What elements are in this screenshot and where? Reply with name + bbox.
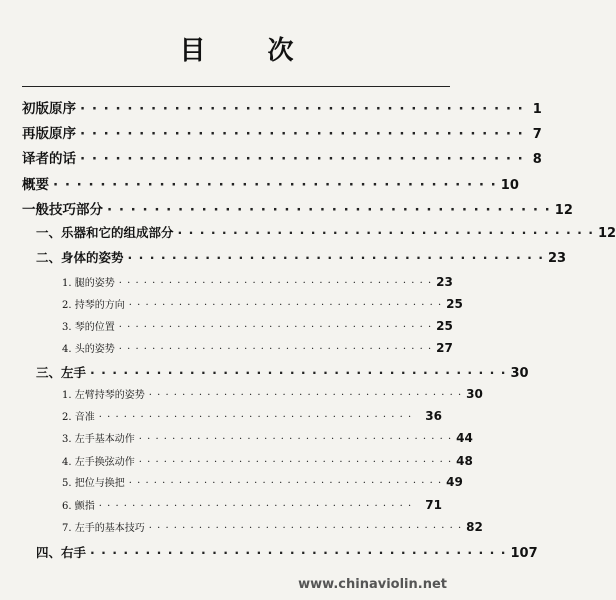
toc-leader-dots: · · · · · · · · · · · · · · · · · · · · · · · · · · · · · · · · · · · · · · — [118, 278, 433, 289]
toc-entry-page: 71 — [425, 498, 442, 512]
toc-entry[interactable] — [62, 274, 453, 289]
toc-entry-page: 10 — [500, 178, 519, 193]
toc-entry-page: 12 — [554, 203, 573, 218]
toc-leader-dots: · · · · · · · · · · · · · · · · · · · · · · · · · · · · · · · · · · · · · · — [80, 101, 524, 117]
toc-entry-page: 82 — [466, 520, 483, 534]
toc-leader-dots: · · · · · · · · · · · · · · · · · · · · · · · · · · · · · · · · · · · · · · — [177, 225, 594, 240]
toc-leader-dots: · · · · · · · · · · · · · · · · · · · · · · · · · · · · · · · · · · · · · · — [118, 344, 433, 355]
toc-entry[interactable] — [22, 97, 542, 117]
toc-leader-dots: · · · · · · · · · · · · · · · · · · · · · · · · · · · · · · · · · · · · · · — [80, 126, 524, 142]
toc-entry-label: 二、身体的姿势 — [36, 250, 124, 265]
toc-entry-page: 1 — [532, 102, 542, 117]
title-char-1: 目 — [179, 36, 206, 66]
toc-entry-page: 25 — [446, 297, 463, 311]
toc-entry-page: 49 — [446, 475, 463, 489]
toc-leader-dots: · · · · · · · · · · · · · · · · · · · · · · · · · · · · · · · · · · · · · · — [80, 151, 524, 167]
toc-entry[interactable] — [62, 386, 483, 401]
watermark-text: www.chinaviolin.net — [298, 577, 447, 592]
toc-entry-label: 2. 音准 — [62, 412, 95, 423]
toc-entry-label: 概要 — [22, 177, 49, 193]
toc-leader-dots: · · · · · · · · · · · · · · · · · · · · · · · · · · · · · · · · · · · · · · — [128, 300, 443, 311]
title-char-2: 次 — [267, 36, 294, 66]
toc-entry-label: 4. 左手换弦动作 — [62, 457, 135, 468]
toc-entry[interactable] — [62, 340, 453, 355]
toc-leader-dots: · · · · · · · · · · · · · · · · · · · · · · · · · · · · · · · · · · · · · · — [90, 365, 507, 380]
toc-entry-page: 25 — [436, 319, 453, 333]
toc-entry[interactable] — [22, 122, 542, 142]
toc-entry-page: 48 — [456, 454, 473, 468]
toc-entry[interactable] — [36, 363, 529, 381]
toc-entry-page: 27 — [436, 341, 453, 355]
toc-entry[interactable] — [62, 318, 453, 333]
toc-entry-label: 一般技巧部分 — [22, 202, 103, 218]
toc-entry[interactable] — [62, 408, 442, 423]
toc-leader-dots: · · · · · · · · · · · · · · · · · · · · · · · · · · · · · · · · · · · · · · — [148, 390, 463, 401]
toc-entry-page: 23 — [436, 275, 453, 289]
toc-entry-label: 四、右手 — [36, 545, 87, 560]
toc-entry[interactable] — [36, 248, 567, 266]
toc-leader-dots: · · · · · · · · · · · · · · · · · · · · · · · · · · · · · · · · · · · · · · — [90, 545, 507, 560]
toc-entry-label: 2. 持琴的方向 — [62, 300, 125, 311]
toc-entry-label: 三、左手 — [36, 365, 87, 380]
toc-entry-label: 再版原序 — [22, 126, 76, 142]
toc-entry-label: 1. 左臂持琴的姿势 — [62, 390, 145, 401]
toc-entry-label: 一、乐器和它的组成部分 — [36, 225, 174, 240]
toc-entry-label: 5. 把位与换把 — [62, 478, 125, 489]
toc-entry-label: 译者的话 — [22, 151, 76, 167]
toc-entry[interactable] — [22, 147, 542, 167]
toc-entry-label: 3. 左手基本动作 — [62, 434, 135, 445]
toc-entry[interactable] — [62, 296, 463, 311]
toc-entry-page: 30 — [466, 387, 483, 401]
toc-entry[interactable] — [22, 198, 573, 218]
toc-entry[interactable] — [62, 453, 473, 468]
toc-entry[interactable] — [62, 474, 463, 489]
toc-entry-page: 107 — [510, 546, 538, 561]
toc-entry[interactable] — [36, 543, 538, 561]
toc-entry[interactable] — [22, 173, 519, 193]
toc-entry-page: 44 — [456, 431, 473, 445]
toc-leader-dots: · · · · · · · · · · · · · · · · · · · · · · · · · · · · · · · · · · · · · · — [138, 457, 453, 468]
toc-entry-page: 7 — [532, 127, 542, 142]
toc-entry-page: 12 — [597, 226, 616, 241]
toc-entry-page: 8 — [532, 152, 542, 167]
toc-leader-dots: · · · · · · · · · · · · · · · · · · · · · · · · · · · · · · · · · · · · · · — [127, 250, 544, 265]
toc-leader-dots: · · · · · · · · · · · · · · · · · · · · · · · · · · · · · · · · · · · · · · — [148, 523, 463, 534]
toc-entry-label: 3. 琴的位置 — [62, 322, 115, 333]
toc-entry[interactable] — [36, 223, 616, 241]
toc-entry-label: 初版原序 — [22, 101, 76, 117]
toc-entry-label: 6. 颤指 — [62, 501, 95, 512]
toc-entry-page: 36 — [425, 409, 442, 423]
toc-entry-label: 1. 腿的姿势 — [62, 278, 115, 289]
toc-leader-dots: · · · · · · · · · · · · · · · · · · · · · · · · · · · · · · · · · · · · · · — [128, 478, 443, 489]
toc-leader-dots: · · · · · · · · · · · · · · · · · · · · · · · · · · · · · · · · · · · · · · — [98, 501, 413, 512]
toc-leader-dots: · · · · · · · · · · · · · · · · · · · · · · · · · · · · · · · · · · · · · · — [138, 434, 453, 445]
toc-entry-page: 23 — [547, 251, 567, 266]
toc-entry-label: 7. 左手的基本技巧 — [62, 523, 145, 534]
toc-leader-dots: · · · · · · · · · · · · · · · · · · · · · · · · · · · · · · · · · · · · · · — [118, 322, 433, 333]
toc-leader-dots: · · · · · · · · · · · · · · · · · · · · · · · · · · · · · · · · · · · · · · — [53, 177, 497, 193]
toc-entry-page: 30 — [510, 366, 529, 381]
toc-entry[interactable] — [62, 519, 483, 534]
toc-entry[interactable] — [62, 430, 473, 445]
toc-leader-dots: · · · · · · · · · · · · · · · · · · · · · · · · · · · · · · · · · · · · · · — [98, 412, 413, 423]
toc-entry[interactable] — [62, 497, 442, 512]
toc-entry-label: 4. 头的姿势 — [62, 344, 115, 355]
toc-leader-dots: · · · · · · · · · · · · · · · · · · · · · · · · · · · · · · · · · · · · · · — [107, 202, 551, 218]
